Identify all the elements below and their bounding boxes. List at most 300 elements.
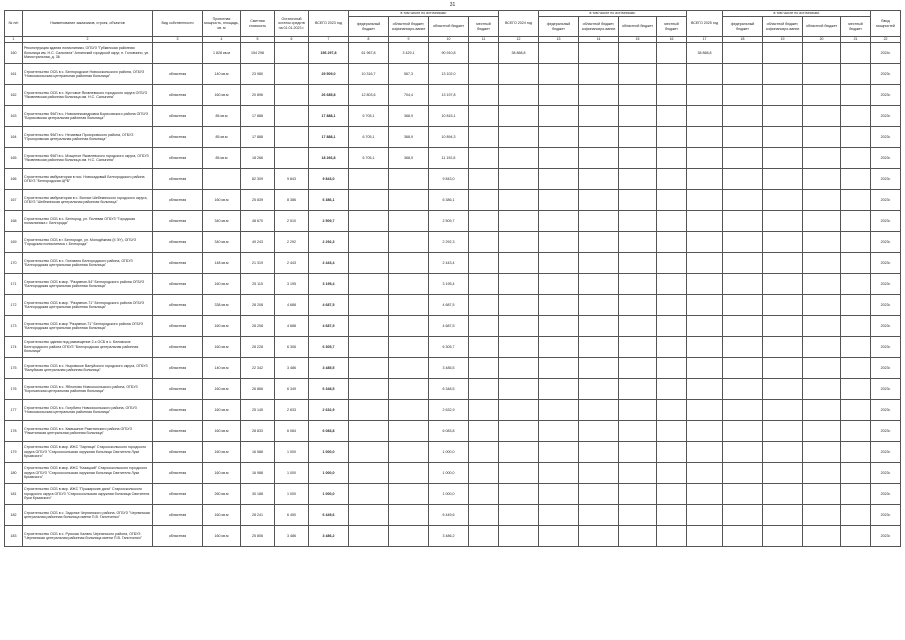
- cell-f23: [349, 442, 389, 463]
- table-row: [5, 463, 901, 484]
- column-index-cell: 7: [309, 37, 349, 43]
- cell-n: 181: [5, 484, 23, 505]
- cell-m25: [841, 106, 871, 127]
- cell-name: Строительство амбулатории в с. Волчье Шебекинского городского округа, ОГБУЗ "Шебекинская центральная районная больница": [23, 190, 153, 211]
- cell-n: 183: [5, 526, 23, 547]
- group-sources-2023: в том числе по источникам:: [349, 11, 499, 17]
- cell-m25: [841, 127, 871, 148]
- cell-t24: [499, 106, 539, 127]
- cell-intro: 2023г.: [871, 169, 901, 190]
- cell-area: 160 кв.м: [203, 379, 241, 400]
- cell-area: 160 кв.м: [203, 463, 241, 484]
- cell-s25: [763, 337, 803, 358]
- cell-t25: 38 868,8: [687, 43, 723, 64]
- cell-intro: 2023г.: [871, 148, 901, 169]
- cell-f24: [539, 232, 579, 253]
- cell-own: областная: [153, 64, 203, 85]
- column-index-cell: 16: [657, 37, 687, 43]
- cell-s25: [763, 316, 803, 337]
- cell-n: 178: [5, 421, 23, 442]
- cell-o25: [803, 190, 841, 211]
- cell-t23: 156 297,8: [309, 43, 349, 64]
- cell-f23: [349, 253, 389, 274]
- cell-t24: [499, 505, 539, 526]
- cell-s24: [579, 211, 619, 232]
- col-local-2023: местный бюджет: [469, 17, 499, 37]
- cell-t25: [687, 85, 723, 106]
- cell-area: 85 кв.м: [203, 127, 241, 148]
- cell-s23: 368,9: [389, 127, 429, 148]
- cell-area: 85 кв.м: [203, 148, 241, 169]
- cell-t25: [687, 64, 723, 85]
- cell-t23: 2 443,4: [309, 253, 349, 274]
- cell-s23: [389, 274, 429, 295]
- cell-m25: [841, 484, 871, 505]
- cell-f24: [539, 253, 579, 274]
- cell-name: Строительство ОСБ в мкр. "Разумное-71" Белгородского района ОГБУЗ "Белгородская центральная районная больница": [23, 295, 153, 316]
- cell-t25: [687, 421, 723, 442]
- cell-name: Строительство ОСБ в мкр "Разумное-71" Белгородского района ОГБУЗ "Белгородская центральная районная больница": [23, 316, 153, 337]
- cell-area: 85 кв.м: [203, 106, 241, 127]
- cell-own: областная: [153, 421, 203, 442]
- cell-o25: [803, 526, 841, 547]
- cell-cost: 25 115: [241, 274, 275, 295]
- col-number: № п/п: [5, 11, 23, 37]
- table-row: [5, 526, 901, 547]
- cell-f25: [723, 169, 763, 190]
- cell-f23: [349, 526, 389, 547]
- cell-t25: [687, 442, 723, 463]
- cell-o25: [803, 358, 841, 379]
- cell-name: Строительство ОСБ в г. Белгороде, ул. Молодёжная (II ЭУ), ОГБУЗ "Городская поликлиника г. Белгорода": [23, 232, 153, 253]
- cell-t24: [499, 463, 539, 484]
- column-index-cell: 15: [619, 37, 657, 43]
- cell-f25: [723, 337, 763, 358]
- cell-o24: [619, 505, 657, 526]
- cell-f25: [723, 253, 763, 274]
- cell-m25: [841, 463, 871, 484]
- cell-rest: 6 306: [275, 337, 309, 358]
- cell-f24: [539, 169, 579, 190]
- cell-f23: 12 803,6: [349, 85, 389, 106]
- cell-intro: 2023г.: [871, 253, 901, 274]
- cell-own: областная: [153, 232, 203, 253]
- cell-m25: [841, 358, 871, 379]
- column-index-cell: 3: [153, 37, 203, 43]
- cell-own: областная: [153, 442, 203, 463]
- cell-s24: [579, 526, 619, 547]
- cell-o23: 1 000,0: [429, 442, 469, 463]
- cell-t25: [687, 127, 723, 148]
- cell-t25: [687, 274, 723, 295]
- cell-o24: [619, 253, 657, 274]
- col-ownership: Вид собственности: [153, 11, 203, 37]
- column-index-cell: 5: [241, 37, 275, 43]
- column-index-cell: 2: [23, 37, 153, 43]
- column-index-cell: 13: [539, 37, 579, 43]
- cell-rest: 6 084: [275, 421, 309, 442]
- cell-cost: 17 888: [241, 127, 275, 148]
- cell-local: [657, 253, 687, 274]
- cell-o24: [619, 106, 657, 127]
- cell-s23: [389, 400, 429, 421]
- cell-m25: [841, 505, 871, 526]
- cell-s25: [763, 64, 803, 85]
- cell-name: Реконструкция здания поликлиники, ОГБУЗ "Губкинская районная больница им. Н.С. Салыгина" Аннинский городской округ, п. Головчино, ул. Магистральная, д. 36: [23, 43, 153, 64]
- cell-o25: [803, 484, 841, 505]
- cell-o23: 13 197,8: [429, 85, 469, 106]
- cell-n: 162: [5, 85, 23, 106]
- cell-t23: 17 888,1: [309, 106, 349, 127]
- table-row: [5, 211, 901, 232]
- cell-intro: 2023г.: [871, 358, 901, 379]
- cell-f25: [723, 505, 763, 526]
- cell-f23: [349, 169, 389, 190]
- cell-own: областная: [153, 253, 203, 274]
- cell-o23: 4 687,5: [429, 316, 469, 337]
- cell-s23: [389, 421, 429, 442]
- cell-rest: 2 633: [275, 400, 309, 421]
- group-sources-2025: в том числе по источникам:: [723, 11, 871, 17]
- cell-f24: [539, 463, 579, 484]
- cell-o23: 6 083,8: [429, 421, 469, 442]
- cell-f23: [349, 337, 389, 358]
- cell-o24: [619, 148, 657, 169]
- cell-t24: [499, 337, 539, 358]
- cell-m25: [841, 337, 871, 358]
- cell-area: 340 кв.м: [203, 232, 241, 253]
- cell-f23: 61 967,8: [349, 43, 389, 64]
- cell-s24: [579, 253, 619, 274]
- cell-t24: [499, 295, 539, 316]
- cell-f23: [349, 316, 389, 337]
- col-federal-2023: федеральный бюджет: [349, 17, 389, 37]
- cell-f24: [539, 421, 579, 442]
- cell-s24: [579, 358, 619, 379]
- table-row: [5, 316, 901, 337]
- budget-table: [4, 10, 901, 547]
- cell-area: 160 кв.м: [203, 190, 241, 211]
- cell-own: областная: [153, 169, 203, 190]
- cell-n: 163: [5, 106, 23, 127]
- cell-n: 177: [5, 400, 23, 421]
- cell-t23: 1 000,0: [309, 484, 349, 505]
- cell-t23: 6 305,7: [309, 337, 349, 358]
- cell-t25: [687, 463, 723, 484]
- cell-t23: 26 685,8: [309, 85, 349, 106]
- col-cofin-2025: областной бюджет, софинансиро-вание: [763, 17, 803, 37]
- col-cofin-2023: областной бюджет, софинансиро-вание: [389, 17, 429, 37]
- cell-s24: [579, 148, 619, 169]
- cell-intro: 2023г.: [871, 127, 901, 148]
- cell-intro: 2023г.: [871, 274, 901, 295]
- cell-local: [657, 421, 687, 442]
- cell-rest: [275, 148, 309, 169]
- cell-n: 182: [5, 505, 23, 526]
- cell-t24: [499, 127, 539, 148]
- cell-rest: 9 843: [275, 169, 309, 190]
- cell-s24: [579, 400, 619, 421]
- cell-local: [469, 400, 499, 421]
- cell-s24: [579, 421, 619, 442]
- cell-local: [657, 127, 687, 148]
- cell-name: Строительство ОСБ в мкр. ИЖС "Зарница" Старооскольского городского округа ОГБУЗ "Старооскольская окружная больница Святителя Луки Крымского": [23, 442, 153, 463]
- cell-s24: [579, 316, 619, 337]
- cell-area: 160 кв.м: [203, 505, 241, 526]
- table-row: [5, 358, 901, 379]
- cell-s25: [763, 253, 803, 274]
- cell-n: 168: [5, 211, 23, 232]
- cell-t23: 3 195,4: [309, 274, 349, 295]
- cell-local: [469, 505, 499, 526]
- cell-f23: [349, 232, 389, 253]
- cell-cost: 16 588: [241, 442, 275, 463]
- cell-cost: 28 208: [241, 295, 275, 316]
- cell-o23: 9 843,0: [429, 169, 469, 190]
- cell-local: [657, 358, 687, 379]
- cell-f23: [349, 421, 389, 442]
- cell-o25: [803, 274, 841, 295]
- cell-m25: [841, 190, 871, 211]
- cell-local: [469, 106, 499, 127]
- cell-o24: [619, 211, 657, 232]
- cell-o23: 13 102,0: [429, 64, 469, 85]
- cell-name: Строительство ОСБ в с. Голубино Новооскольского района, ОГБУЗ "Новооскольская центральная районная больница": [23, 400, 153, 421]
- cell-f25: [723, 358, 763, 379]
- cell-n: 164: [5, 127, 23, 148]
- cell-local: [657, 442, 687, 463]
- cell-o25: [803, 316, 841, 337]
- cell-cost: 49 243: [241, 232, 275, 253]
- cell-rest: [275, 127, 309, 148]
- cell-s23: [389, 484, 429, 505]
- cell-m25: [841, 274, 871, 295]
- cell-s23: 567,3: [389, 64, 429, 85]
- cell-cost: 25 806: [241, 526, 275, 547]
- cell-f25: [723, 421, 763, 442]
- cell-s24: [579, 484, 619, 505]
- cell-intro: 2023г.: [871, 316, 901, 337]
- cell-rest: 3 195: [275, 274, 309, 295]
- col-total-2025: ВСЕГО 2025 год: [687, 11, 723, 37]
- cell-s25: [763, 190, 803, 211]
- cell-f23: [349, 379, 389, 400]
- cell-o24: [619, 85, 657, 106]
- cell-own: областная: [153, 106, 203, 127]
- cell-o24: [619, 127, 657, 148]
- cell-t24: [499, 379, 539, 400]
- cell-o25: [803, 337, 841, 358]
- cell-o24: [619, 43, 657, 64]
- cell-local: [469, 484, 499, 505]
- col-name: Наименование заказчиков, строек, объектов: [23, 11, 153, 37]
- cell-o25: [803, 505, 841, 526]
- cell-local: [657, 295, 687, 316]
- column-index-cell: 9: [389, 37, 429, 43]
- cell-local: [469, 148, 499, 169]
- cell-cost: 16 988: [241, 463, 275, 484]
- cell-m25: [841, 64, 871, 85]
- cell-s25: [763, 484, 803, 505]
- column-index-cell: 17: [687, 37, 723, 43]
- cell-o25: [803, 232, 841, 253]
- cell-local: [469, 232, 499, 253]
- cell-name: Строительство ОСБ в с. Ныровское Валуйского городского округа, ОГБУЗ "Валуйская центральная районная больница": [23, 358, 153, 379]
- cell-o24: [619, 274, 657, 295]
- table-row: [5, 337, 901, 358]
- cell-f24: [539, 379, 579, 400]
- table-row: [5, 274, 901, 295]
- cell-m25: [841, 85, 871, 106]
- cell-o24: [619, 232, 657, 253]
- cell-t24: [499, 484, 539, 505]
- cell-t25: [687, 148, 723, 169]
- cell-n: 161: [5, 64, 23, 85]
- col-regional-2025: областной бюджет: [803, 17, 841, 37]
- cell-o25: [803, 106, 841, 127]
- cell-local: [657, 505, 687, 526]
- col-regional-2024: областной бюджет: [619, 17, 657, 37]
- cell-t24: [499, 85, 539, 106]
- cell-f23: [349, 295, 389, 316]
- cell-t23: 29 509,0: [309, 64, 349, 85]
- cell-rest: 2 510: [275, 211, 309, 232]
- cell-rest: 4 688: [275, 316, 309, 337]
- cell-rest: 6 349: [275, 379, 309, 400]
- column-index-cell: 8: [349, 37, 389, 43]
- cell-local: [657, 169, 687, 190]
- col-total-2023: ВСЕГО 2023 год: [309, 11, 349, 37]
- column-index-cell: 14: [579, 37, 619, 43]
- cell-s25: [763, 442, 803, 463]
- cell-m25: [841, 253, 871, 274]
- cell-t24: [499, 148, 539, 169]
- cell-n: 172: [5, 295, 23, 316]
- cell-s23: 368,9: [389, 148, 429, 169]
- cell-o24: [619, 295, 657, 316]
- cell-f24: [539, 484, 579, 505]
- cell-name: Строительство ОСБ в с. Задонье Чернянского района, ОГБУЗ "Чернянская центральная районная больница имени П.В. Гапотченко": [23, 505, 153, 526]
- cell-local: [657, 232, 687, 253]
- cell-intro: 2023г.: [871, 232, 901, 253]
- cell-s24: [579, 295, 619, 316]
- cell-m25: [841, 400, 871, 421]
- cell-f23: [349, 358, 389, 379]
- cell-f25: [723, 64, 763, 85]
- cell-intro: 2023г.: [871, 505, 901, 526]
- cell-f23: [349, 400, 389, 421]
- cell-n: 160: [5, 43, 23, 64]
- cell-s23: [389, 442, 429, 463]
- cell-area: 160 кв.м: [203, 400, 241, 421]
- cell-m25: [841, 526, 871, 547]
- cell-area: 260 кв.м: [203, 484, 241, 505]
- cell-name: Строительство ОСБ в с. Белгород, ул. Полевая ОГБУЗ "Городская поликлиника г. Белгорода": [23, 211, 153, 232]
- table-row: [5, 379, 901, 400]
- table-row: [5, 505, 901, 526]
- cell-cost: 28 228: [241, 337, 275, 358]
- cell-o23: 2 509,7: [429, 211, 469, 232]
- cell-t25: [687, 295, 723, 316]
- cell-intro: 2023г.: [871, 421, 901, 442]
- cell-local: [657, 526, 687, 547]
- cell-f25: [723, 106, 763, 127]
- cell-t25: [687, 190, 723, 211]
- cell-s24: [579, 169, 619, 190]
- cell-rest: [275, 43, 309, 64]
- cell-own: областная: [153, 148, 203, 169]
- cell-o23: 3 485,5: [429, 358, 469, 379]
- cell-f23: 6 705,1: [349, 106, 389, 127]
- cell-f25: [723, 484, 763, 505]
- cell-cost: 28 241: [241, 505, 275, 526]
- cell-o23: 6 348,5: [429, 379, 469, 400]
- cell-s24: [579, 190, 619, 211]
- cell-s23: 3 429,1: [389, 43, 429, 64]
- cell-s23: [389, 337, 429, 358]
- cell-local: [657, 43, 687, 64]
- cell-o24: [619, 421, 657, 442]
- cell-s25: [763, 400, 803, 421]
- cell-s23: [389, 232, 429, 253]
- cell-cost: 22 342: [241, 358, 275, 379]
- cell-s25: [763, 358, 803, 379]
- table-row: [5, 169, 901, 190]
- cell-local: [657, 316, 687, 337]
- cell-s25: [763, 127, 803, 148]
- cell-rest: 1 000: [275, 463, 309, 484]
- cell-s23: [389, 295, 429, 316]
- cell-s24: [579, 463, 619, 484]
- cell-own: областная: [153, 337, 203, 358]
- cell-f24: [539, 274, 579, 295]
- cell-name: Строительство здания под размещение 2-х ОСБ в с. Беловское Белгородского района ОГБУЗ "Белгородская центральная районная больница": [23, 337, 153, 358]
- column-index-cell: 21: [841, 37, 871, 43]
- cell-t23: 4 687,5: [309, 316, 349, 337]
- column-index-cell: 6: [275, 37, 309, 43]
- cell-intro: 2023г.: [871, 85, 901, 106]
- cell-o23: 2 292,3: [429, 232, 469, 253]
- cell-t23: 18 266,8: [309, 148, 349, 169]
- column-index-cell: 12: [499, 37, 539, 43]
- cell-t23: 6 449,6: [309, 505, 349, 526]
- cell-o24: [619, 169, 657, 190]
- cell-n: 171: [5, 274, 23, 295]
- cell-intro: 2023г.: [871, 463, 901, 484]
- cell-n: 169: [5, 232, 23, 253]
- cell-own: областная: [153, 400, 203, 421]
- table-row: [5, 232, 901, 253]
- cell-s23: [389, 211, 429, 232]
- cell-n: 166: [5, 169, 23, 190]
- cell-t24: [499, 64, 539, 85]
- cell-f24: [539, 148, 579, 169]
- cell-t25: [687, 505, 723, 526]
- cell-f24: [539, 295, 579, 316]
- cell-rest: 3 486: [275, 358, 309, 379]
- cell-name: Строительство ОСБ в с. Белгородское Новооскольского района, ОГБУЗ "Новооскольская центральная районная больница": [23, 64, 153, 85]
- cell-f25: [723, 379, 763, 400]
- cell-o25: [803, 43, 841, 64]
- cell-own: областная: [153, 484, 203, 505]
- cell-own: областная: [153, 190, 203, 211]
- cell-rest: 2 443: [275, 253, 309, 274]
- cell-t25: [687, 484, 723, 505]
- cell-o24: [619, 442, 657, 463]
- cell-o23: 1 000,0: [429, 484, 469, 505]
- cell-m25: [841, 169, 871, 190]
- cell-s24: [579, 232, 619, 253]
